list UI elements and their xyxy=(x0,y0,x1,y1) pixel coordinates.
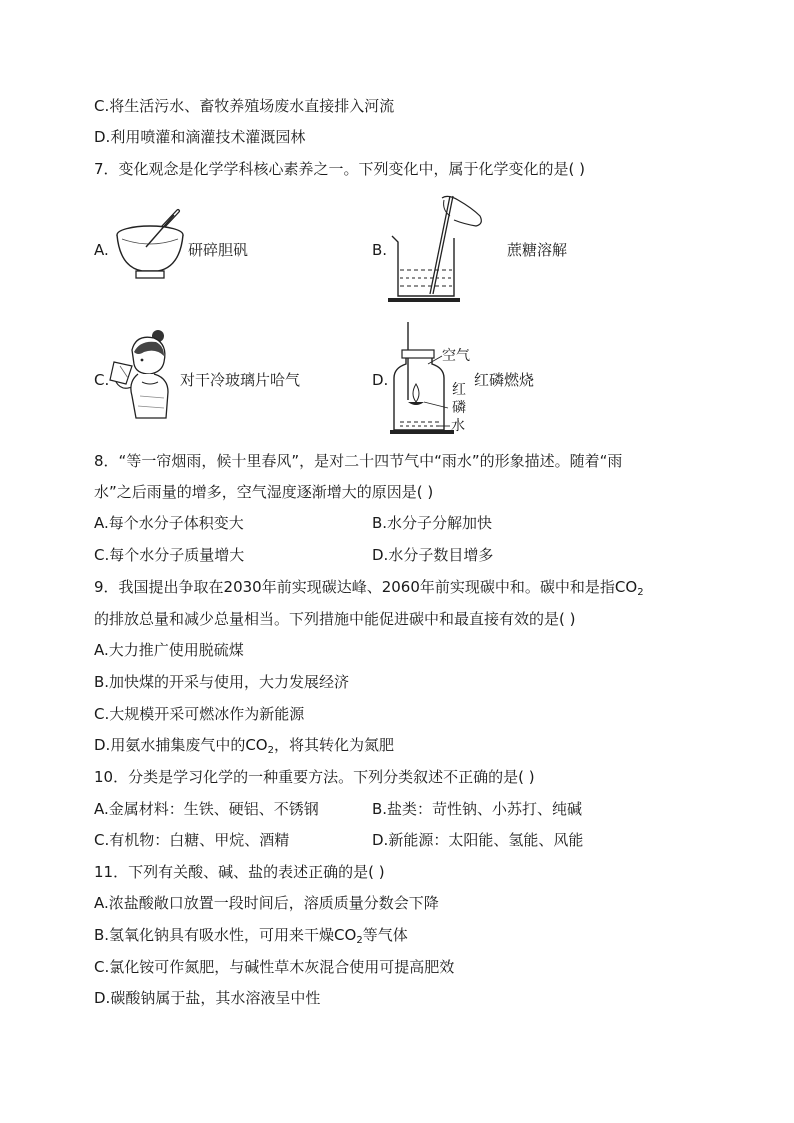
q10-stem: 10．分类是学习化学的一种重要方法。下列分类叙述不正确的是( ) xyxy=(94,768,535,786)
q6-option-d: D.利用喷灌和滴灌技术灌溉园林 xyxy=(94,128,306,146)
q10-option-b: B.盐类：苛性钠、小苏打、纯碱 xyxy=(372,800,583,818)
q10-option-d: D.新能源：太阳能、氢能、风能 xyxy=(372,831,584,849)
q8-option-b: B.水分子分解加快 xyxy=(372,514,493,532)
q9-stem-line1: 9．我国提出争取在2030年前实现碳达峰、2060年前实现碳中和。碳中和是指$CO_2$ xyxy=(94,578,644,598)
q7-option-b-text: 蔗糖溶解 xyxy=(507,241,568,259)
q11-option-b: B.氢氧化钠具有吸水性，可用来干燥$CO_2$等气体 xyxy=(94,926,408,946)
q8-stem-line2: 水”之后雨量的增多，空气湿度逐渐增大的原因是( ) xyxy=(94,483,434,501)
q7-option-c-letter: C. xyxy=(94,371,110,389)
q11-stem: 11．下列有关酸、碱、盐的表述正确的是( ) xyxy=(94,863,385,881)
girl-breathing-glass-icon xyxy=(106,326,178,422)
q7-option-c-text: 对干冷玻璃片哈气 xyxy=(180,371,301,389)
q9-option-d: D.用氨水捕集废气中的$CO_2$，将其转化为氮肥 xyxy=(94,736,394,756)
q9-option-c: C.大规模开采可燃冰作为新能源 xyxy=(94,705,305,723)
q8-stem-line1: 8．“等一帘烟雨，候十里春风”，是对二十四节气中“雨水”的形象描述。随着“雨 xyxy=(94,452,623,470)
q7-option-d-label-phosphorus: 磷 xyxy=(452,400,466,416)
q7-option-d-text: 红磷燃烧 xyxy=(474,371,535,389)
q9-option-a: A.大力推广使用脱硫煤 xyxy=(94,641,244,659)
q7-stem: 7．变化观念是化学学科核心素养之一。下列变化中，属于化学变化的是( ) xyxy=(94,160,586,178)
q7-option-a-text: 研碎胆矾 xyxy=(188,241,249,259)
q8-option-c: C.每个水分子质量增大 xyxy=(94,546,245,564)
q9-option-b: B.加快煤的开采与使用，大力发展经济 xyxy=(94,673,350,691)
beaker-stirring-icon xyxy=(384,190,504,310)
q7-option-d-label-air: 空气 xyxy=(442,348,470,364)
q11-option-c: C.氯化铵可作氮肥，与碱性草木灰混合使用可提高肥效 xyxy=(94,958,455,976)
q7-option-b-letter: B. xyxy=(372,241,388,259)
q9-stem-line2: 的排放总量和减少总量相当。下列措施中能促进碳中和最直接有效的是( ) xyxy=(94,610,576,628)
q10-option-a: A.金属材料：生铁、硬铝、不锈钢 xyxy=(94,800,319,818)
q11-option-d: D.碳酸钠属于盐，其水溶液呈中性 xyxy=(94,989,321,1007)
q11-option-a: A.浓盐酸敞口放置一段时间后，溶质质量分数会下降 xyxy=(94,894,439,912)
q8-option-a: A.每个水分子体积变大 xyxy=(94,514,244,532)
q7-option-d-label-water: 水 xyxy=(451,418,465,434)
q6-option-c: C.将生活污水、畜牧养殖场废水直接排入河流 xyxy=(94,97,395,115)
mortar-pestle-icon xyxy=(112,205,188,285)
q7-option-d-letter: D. xyxy=(372,371,389,389)
q7-option-d-label-red: 红 xyxy=(452,382,466,398)
q8-option-d: D.水分子数目增多 xyxy=(372,546,494,564)
q7-option-a-letter: A. xyxy=(94,241,109,259)
q10-option-c: C.有机物：白糖、甲烷、酒精 xyxy=(94,831,290,849)
